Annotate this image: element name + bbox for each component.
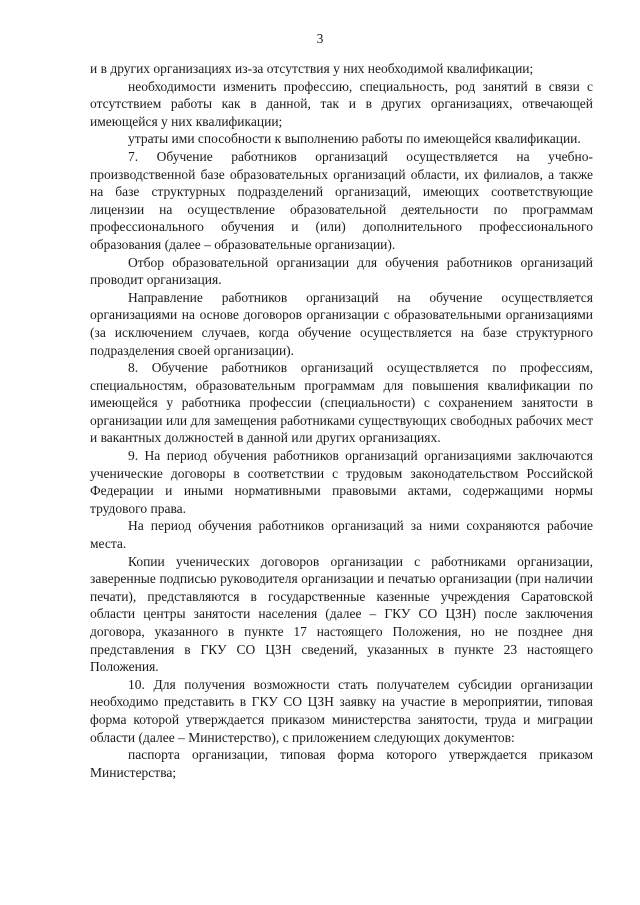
paragraph-item-9: 9. На период обучения работников организаций организациями заключаются ученические договоры в соответствии с трудовым законодательством Российской Федерации и иными нормативными правовыми актами, содержащими нормы трудового права.: [90, 448, 593, 516]
page-number: 3: [316, 31, 324, 46]
paragraph-loss-of-ability: утраты ими способности к выполнению работы по имеющейся квалификации.: [128, 131, 581, 147]
paragraph-referral: Направление работников организаций на обучение осуществляется организациями на основе договоров организации с образовательными организациями (за исключением случаев, когда обучение осуществляется на базе структурного подразделения своей организации).: [90, 289, 593, 358]
paragraph-contract-copies: Копии ученических договоров организации с работниками организации, заверенные подписью руководителя организации и печатью организации (при наличии печати), представляются в государственные казенные учреждения Саратовской области центры занятости населения (далее – ГКУ СО ЦЗН) после заключения договора, указанного в пункте 17 настоящего Положения, но не позднее дня представления в ГКУ СО ЦЗН сведений, указанных в пункте 23 настоящего Положения.: [90, 553, 593, 675]
paragraph-item-7: 7. Обучение работников организаций осуществляется на учебно-производственной базе образовательных организаций области, их филиалов, а также на базе структурных подразделений организаций, имеющих соответствующие лицензии на осуществление образовательной деятельности по программам профессионального обучения и (или) дополнительного профессионального образования (далее – образовательные организации).: [90, 148, 593, 252]
paragraph-item-10: 10. Для получения возможности стать получателем субсидии организации необходимо представить в ГКУ СО ЦЗН заявку на участие в мероприятии, типовая форма которой утверждается приказом министерства занятости, труда и миграции области (далее – Министерство), с приложением следующих документов:: [90, 676, 593, 745]
paragraph-selection: Отбор образовательной организации для обучения работников организаций проводит организация.: [90, 254, 593, 288]
paragraph-continuation: и в других организациях из-за отсутствия у них необходимой квалификации;: [90, 61, 534, 76]
paragraph-profession-change: необходимости изменить профессию, специальность, род занятий в связи с отсутствием работы как в данной, так и в других организациях, отвечающей имеющейся у них квалификации;: [90, 78, 593, 129]
paragraph-workplaces: На период обучения работников организаций за ними сохраняются рабочие места.: [90, 518, 593, 552]
paragraph-item-8: 8. Обучение работников организаций осуществляется по профессиям, специальностям, образовательным программам для повышения квалификации по имеющейся у работника профессии (специальности) с сохранением занятости в организации или для замещения работниками существующих свободных рабочих мест и вакантных должностей в данной или других организациях.: [90, 360, 593, 446]
document-body: [90, 60, 593, 781]
paragraph-passport: паспорта организации, типовая форма которого утверждается приказом Министерства;: [90, 747, 593, 780]
